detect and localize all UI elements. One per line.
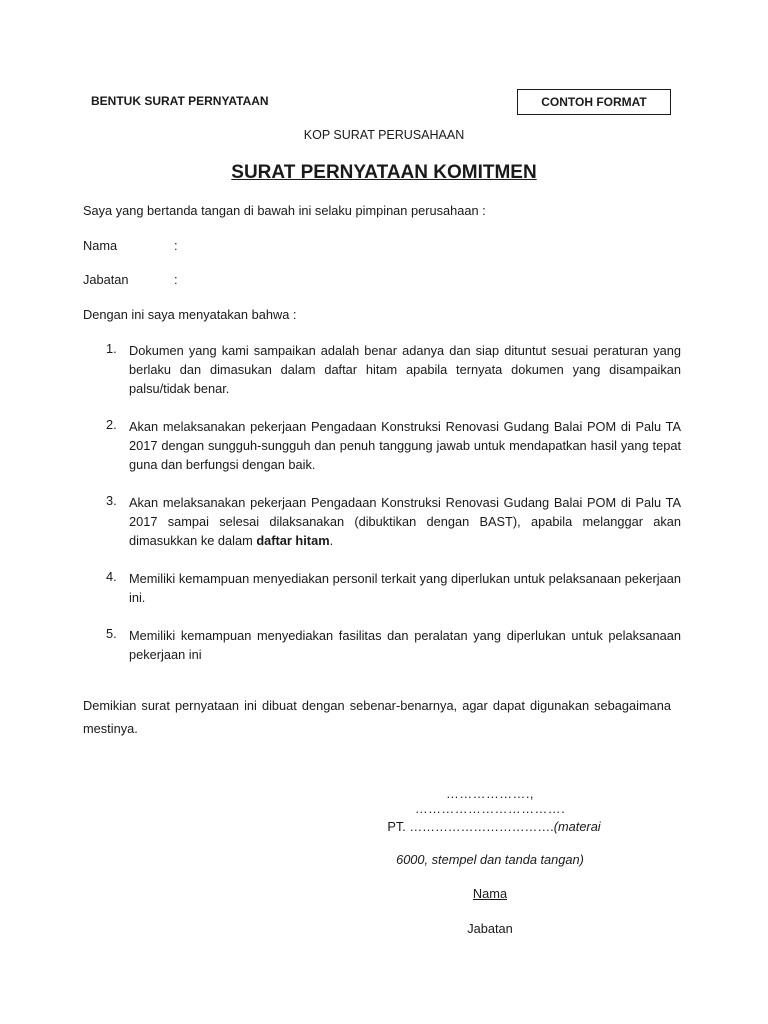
list-item-number: 3. [106, 493, 117, 508]
list-item-number: 5. [106, 626, 117, 641]
list-item-text: Memiliki kemampuan menyediakan personil terkait yang diperlukan untuk pelaksanaan pekerjaan ini. [129, 571, 681, 605]
statement-lead: Dengan ini saya menyatakan bahwa : [83, 307, 297, 322]
list-item-text-end: . [329, 533, 334, 548]
closing-statement: Demikian surat pernyataan ini dibuat dengan sebenar-benarnya, agar dapat digunakan sebagaimana mestinya. [83, 698, 671, 736]
field-label-jabatan: Jabatan [83, 272, 129, 287]
list-item-text: Memiliki kemampuan menyediakan fasilitas dan peralatan yang diperlukan untuk pelaksanaan pekerjaan ini [129, 628, 681, 662]
signature-materai-open: (materai [553, 819, 601, 834]
signature-position: Jabatan [467, 921, 513, 936]
list-item-number: 4. [106, 569, 117, 584]
list-item-text [129, 493, 681, 550]
field-colon-jabatan: : [174, 272, 178, 287]
signature-materai-note: 6000, stempel dan tanda tangan) [396, 852, 584, 867]
form-type-label: BENTUK SURAT PERNYATAAN [91, 94, 269, 108]
sample-format-label: CONTOH FORMAT [541, 95, 647, 109]
list-item-text: Dokumen yang kami sampaikan adalah benar adanya dan siap dituntut sesuai peraturan yang berlaku dan dimasukan dalam daftar hitam apabila ternyata dokumen yang disampaikan palsu/tidak benar. [129, 343, 681, 396]
list-item-text: Akan melaksanakan pekerjaan Pengadaan Konstruksi Renovasi Gudang Balai POM di Palu TA 2017 dengan sungguh-sungguh dan penuh tanggung jawab untuk mendapatkan hasil yang tepat guna dan berfungsi dengan baik. [129, 419, 681, 472]
signature-company [374, 819, 614, 834]
signature-company-name: PT. ……………………………. [387, 819, 554, 834]
signature-place-date: ………………., ……………………………. [414, 786, 566, 816]
intro-text: Saya yang bertanda tangan di bawah ini selaku pimpinan perusahaan : [83, 203, 486, 218]
field-label-nama: Nama [83, 238, 118, 253]
document-title: SURAT PERNYATAAN KOMITMEN [231, 162, 537, 183]
field-colon-nama: : [174, 238, 178, 253]
list-item-text-main: Akan melaksanakan pekerjaan Pengadaan Konstruksi Renovasi Gudang Balai POM di Palu TA 2017 sampai selesai dilaksanakan (dibuktikan dengan BAST), apabila melanggar akan dimasukkan ke dalam [129, 495, 681, 548]
signature-name: Nama [472, 886, 508, 901]
list-item-number: 1. [106, 341, 117, 356]
sample-format-box [517, 89, 671, 115]
list-item-number: 2. [106, 417, 117, 432]
blacklist-emphasis: daftar hitam [256, 533, 330, 548]
letterhead-placeholder: KOP SURAT PERUSAHAAN [303, 128, 465, 142]
